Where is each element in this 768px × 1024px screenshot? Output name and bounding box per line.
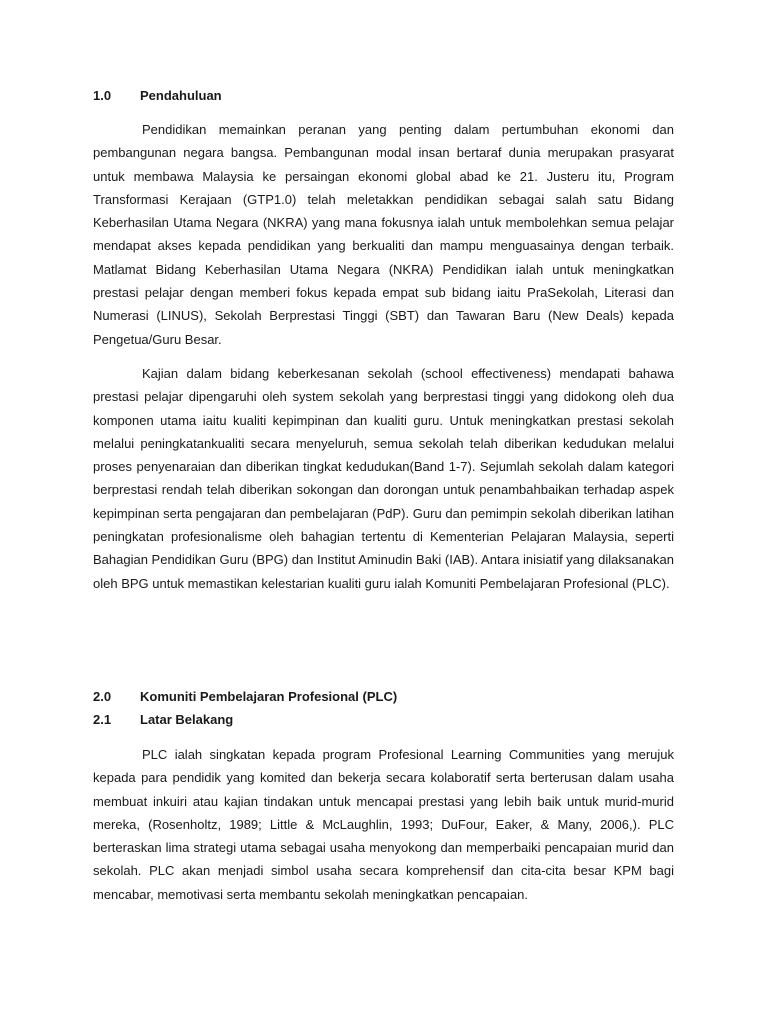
section-title: Pendahuluan [140, 88, 222, 103]
section-heading-1-0 [93, 88, 222, 104]
section-number: 2.1 [93, 712, 112, 727]
section-number: 2.0 [93, 689, 112, 704]
section-heading-2-0 [93, 689, 397, 705]
paragraph-pendahuluan-1: Pendidikan memainkan peranan yang penting dalam pertumbuhan ekonomi dan pembangunan negara bangsa. Pembangunan modal insan bertaraf dunia merupakan prasyarat untuk membawa Malaysia ke persaingan ekonomi global abad ke 21. Justeru itu, Program Transformasi Kerajaan (GTP1.0) telah meletakkan pendidikan sebagai salah satu Bidang Keberhasilan Utama Negara (NKRA) yang mana fokusnya ialah untuk membolehkan semua pelajar mendapat akses kepada pendidikan yang berkualiti dan mampu menguasainya dengan terbaik. Matlamat Bidang Keberhasilan Utama Negara (NKRA) Pendidikan ialah untuk meningkatkan prestasi pelajar dengan memberi fokus kepada empat sub bidang iaitu PraSekolah, Literasi dan Numerasi (LINUS), Sekolah Berprestasi Tinggi (SBT) dan Tawaran Baru (New Deals) kepada Pengetua/Guru Besar. [93, 122, 674, 347]
section-heading-2-1 [93, 712, 233, 728]
paragraph-pendahuluan-2: Kajian dalam bidang keberkesanan sekolah (school effectiveness) mendapati bahawa prestasi pelajar dipengaruhi oleh system sekolah yang berprestasi tinggi yang didokong oleh dua komponen utama iaitu kualiti kepimpinan dan kualiti guru. Untuk meningkatkan prestasi sekolah melalui peningkatankualiti secara menyeluruh, semua sekolah telah diberikan kedudukan melalui proses penyenaraian dan diberikan tingkat kedudukan(Band 1-7). Sejumlah sekolah dalam kategori berprestasi rendah telah diberikan sokongan dan dorongan untuk penambahbaikan terhadap aspek kepimpinan serta pengajaran dan pembelajaran (PdP). Guru dan pemimpin sekolah diberikan latihan peningkatan profesionalisme oleh bahagian tertentu di Kementerian Pelajaran Malaysia, seperti Bahagian Pendidikan Guru (BPG) dan Institut Aminudin Baki (IAB). Antara inisiatif yang dilaksanakan oleh BPG untuk memastikan kelestarian kualiti guru ialah Komuniti Pembelajaran Profesional (PLC). [93, 366, 674, 591]
section-title: Latar Belakang [140, 712, 234, 727]
paragraph-latar-belakang: PLC ialah singkatan kepada program Profesional Learning Communities yang merujuk kepada para pendidik yang komited dan bekerja secara kolaboratif serta berterusan dalam usaha membuat inkuiri atau kajian tindakan untuk mencapai prestasi yang lebih baik untuk murid-murid mereka, (Rosenholtz, 1989; Little & McLaughlin, 1993; DuFour, Eaker, & Many, 2006,). PLC berteraskan lima strategi utama sebagai usaha menyokong dan memperbaiki pencapaian murid dan sekolah. PLC akan menjadi simbol usaha secara komprehensif dan cita-cita besar KPM bagi mencabar, memotivasi serta membantu sekolah meningkatkan pencapaian. [93, 747, 674, 902]
section-title: Komuniti Pembelajaran Profesional (PLC) [140, 689, 398, 704]
section-number: 1.0 [93, 88, 112, 103]
